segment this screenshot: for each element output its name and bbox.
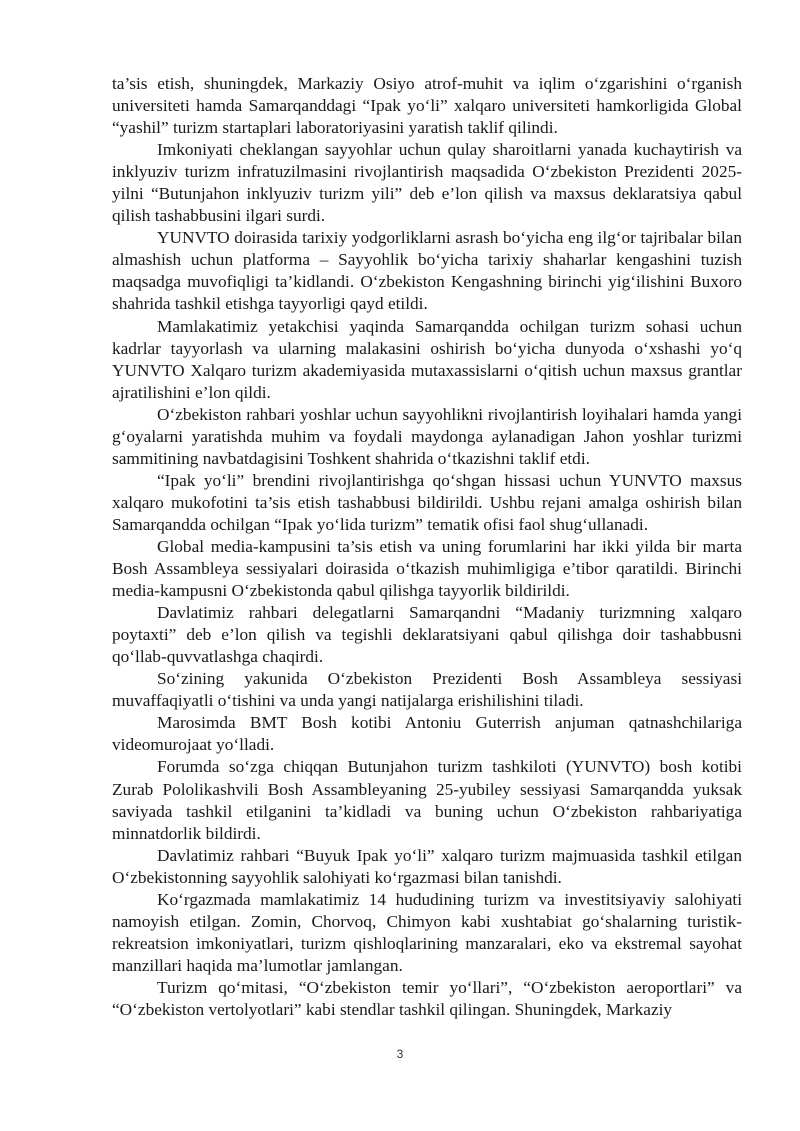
document-page bbox=[112, 73, 742, 1021]
paragraph-3: YUNVTO doirasida tarixiy yodgorliklarni asrash bo‘yicha eng ilg‘or tajribalar bilan almashish uchun platforma – Sayyohlik bo‘yicha tarixiy shaharlar kengashini tuzish maqsadga muvofiqligi ta’kidlandi. O‘zbekiston Kengashning birinchi yig‘ilishini Buxoro shahrida tashkil etishga tayyorligi qayd etildi. bbox=[112, 228, 742, 314]
paragraph-9: So‘zining yakunida O‘zbekiston Prezidenti Bosh Assambleya sessiyasi muvaffaqiyatli o‘tishini va unda yangi natijalarga erishilishini tiladi. bbox=[112, 669, 742, 711]
paragraph-7: Global media-kampusini ta’sis etish va uning forumlarini har ikki yilda bir marta Bosh Assambleya sessiyalari doirasida o‘tkazish muhimligiga e’tibor qaratildi. Birinchi media-kampusni O‘zbekistonda qabul qilishga tayyorlik bildirildi. bbox=[112, 536, 742, 601]
paragraph-5: O‘zbekiston rahbari yoshlar uchun sayyohlikni rivojlantirish loyihalari hamda yangi g‘oyalarni yaratishda muhim va foydali maydonga aylanadigan Jahon yoshlar turizmi sammitining navbatdagisini Toshkent shahrida o‘tkazishni taklif etdi. bbox=[112, 404, 742, 468]
paragraph-8: Davlatimiz rahbari delegatlarni Samarqandni “Madaniy turizmning xalqaro poytaxti” deb e’lon qilish va tegishli deklaratsiyani qabul qilishga doir tashabbusni qo‘llab-quvvatlashga chaqirdi. bbox=[112, 603, 742, 667]
paragraph-12: Davlatimiz rahbari “Buyuk Ipak yo‘li” xalqaro turizm majmuasida tashkil etilgan O‘zbekistonning sayyohlik salohiyati ko‘rgazmasi bilan tanishdi. bbox=[112, 845, 742, 887]
paragraph-4: Mamlakatimiz yetakchisi yaqinda Samarqandda ochilgan turizm sohasi uchun kadrlar tayyorlash va ularning malakasini oshirish bo‘yicha dunyoda o‘xshashi yo‘q YUNVTO Xalqaro turizm akademiyasida mutaxassislarni o‘qitish uchun maxsus grantlar ajratilishini e’lon qildi. bbox=[112, 316, 742, 402]
paragraph-13: Ko‘rgazmada mamlakatimiz 14 hududining turizm va investitsiyaviy salohiyati namoyish etilgan. Zomin, Chorvoq, Chimyon kabi xushtabiat go‘shalarning turistik-rekreatsion imkoniyatlari, turizm qishloqlarining manzaralari, eko va ekstremal sayohat manzillari haqida ma’lumotlar jamlangan. bbox=[112, 889, 742, 975]
paragraph-6: “Ipak yo‘li” brendini rivojlantirishga qo‘shgan hissasi uchun YUNVTO maxsus xalqaro mukofotini ta’sis etish tashabbusi bildirildi. Ushbu rejani amalga oshirish bilan Samarqandda ochilgan “Ipak yo‘lida turizm” tematik ofisi faol shug‘ullanadi. bbox=[112, 470, 742, 534]
paragraph-1: ta’sis etish, shuningdek, Markaziy Osiyo atrof-muhit va iqlim o‘zgarishini o‘rganish universiteti hamda Samarqanddagi “Ipak yo‘li” xalqaro universiteti hamkorligida Global “yashil” turizm startaplari laboratoriyasini yaratish taklif qilindi. bbox=[112, 74, 742, 138]
paragraph-11: Forumda so‘zga chiqqan Butunjahon turizm tashkiloti (YUNVTO) bosh kotibi Zurab Pololikashvili Bosh Assambleyaning 25-yubiley sessiyasi Samarqandda yuksak saviyada tashkil etilganini ta’kidladi va buning uchun O‘zbekiston rahbariyatiga minnatdorlik bildirdi. bbox=[112, 757, 742, 843]
page-number: 3 bbox=[396, 1047, 404, 1061]
paragraph-10: Marosimda BMT Bosh kotibi Antoniu Guterrish anjuman qatnashchilariga videomurojaat yo‘lladi. bbox=[112, 713, 742, 755]
paragraph-14: Turizm qo‘mitasi, “O‘zbekiston temir yo‘llari”, “O‘zbekiston aeroportlari” va “O‘zbekiston vertolyotlari” kabi stendlar tashkil qilingan. Shuningdek, Markaziy bbox=[112, 977, 742, 1019]
paragraph-2: Imkoniyati cheklangan sayyohlar uchun qulay sharoitlarni yanada kuchaytirish va inklyuziv turizm infratuzilmasini rivojlantirish maqsadida O‘zbekiston Prezidenti 2025-yilni “Butunjahon inklyuziv turizm yili” deb e’lon qilish va maxsus deklaratsiya qabul qilish tashabbusini ilgari surdi. bbox=[112, 140, 742, 226]
